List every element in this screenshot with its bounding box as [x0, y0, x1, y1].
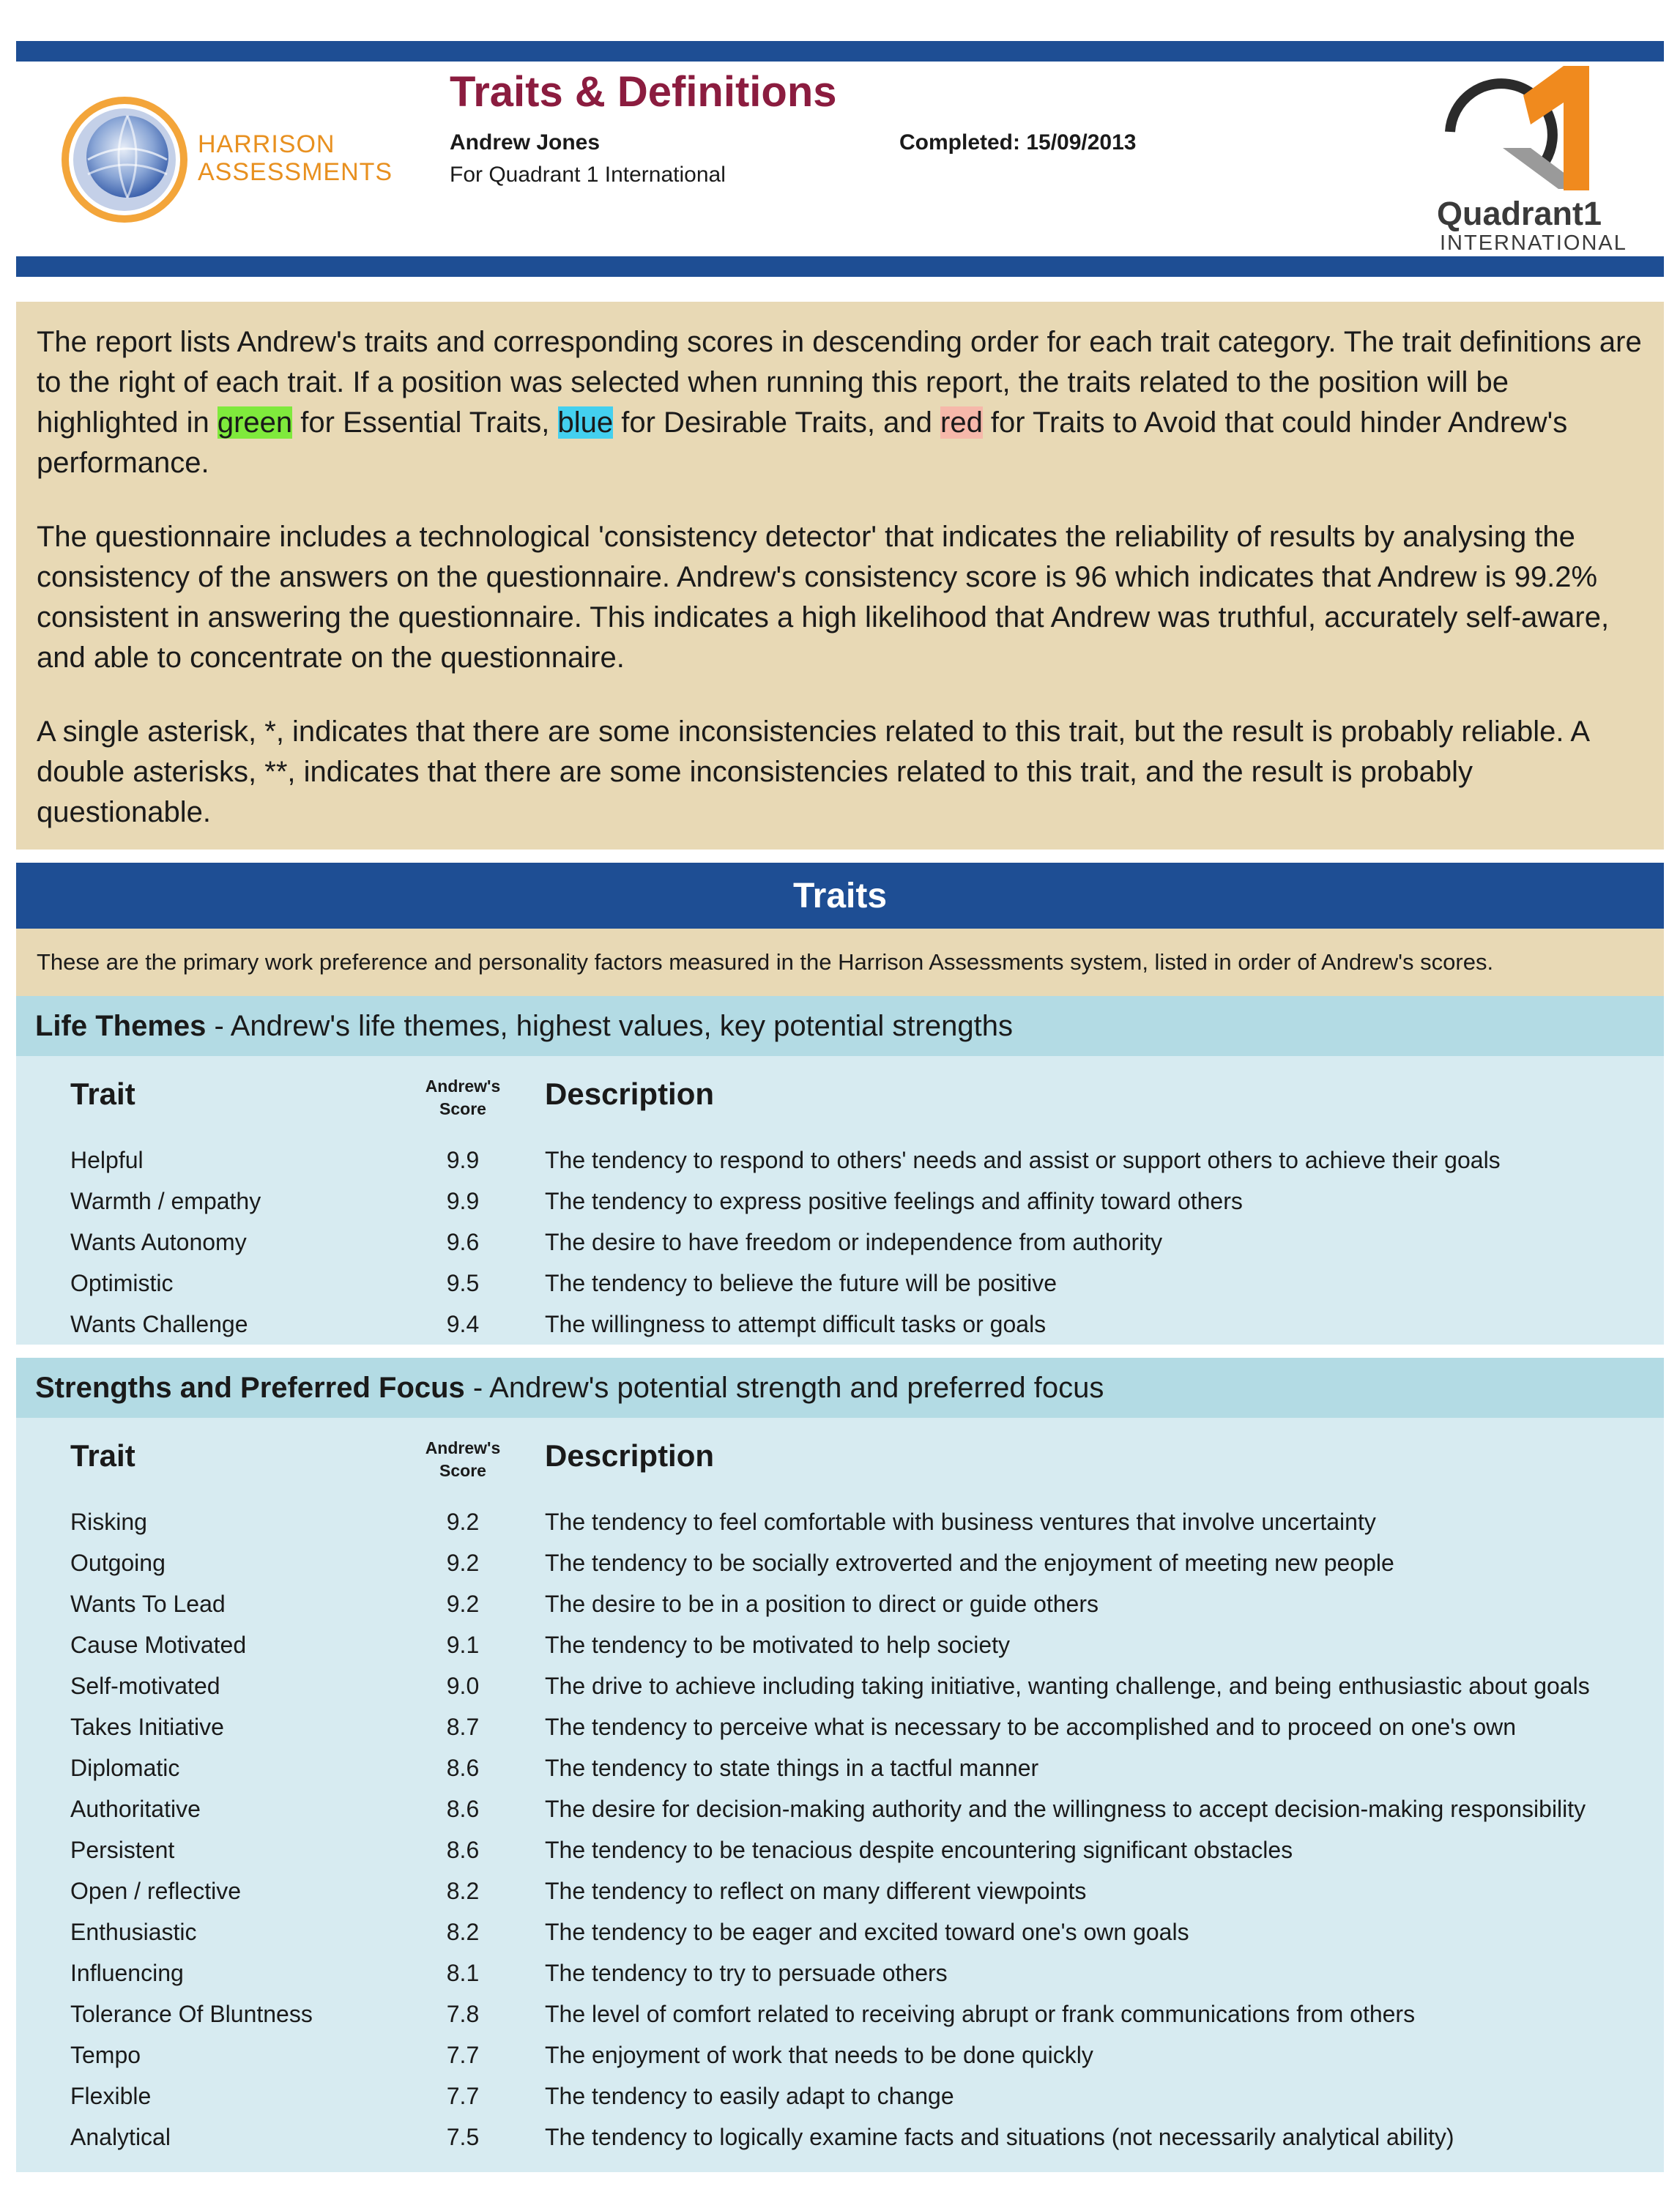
trait-row: [16, 1829, 1664, 1870]
trait-description: The tendency to perceive what is necessary to be accomplished and to proceed on one's own: [545, 1714, 1517, 1740]
trait-score: 9.2: [446, 1509, 480, 1535]
trait-row: [16, 1952, 1664, 1993]
trait-row: [16, 1140, 1664, 1181]
red-highlight: red: [940, 406, 983, 439]
candidate-name: Andrew Jones: [450, 130, 601, 155]
trait-row: [16, 2034, 1664, 2075]
traits-section-title: Traits: [16, 863, 1664, 929]
trait-name: Wants Challenge: [70, 1311, 248, 1337]
trait-name: Warmth / empathy: [70, 1188, 261, 1214]
trait-name: Cause Motivated: [70, 1632, 247, 1658]
trait-name: Analytical: [70, 2124, 171, 2150]
trait-description: The drive to achieve including taking initiative, wanting challenge, and being enthusiastic about goals: [545, 1673, 1590, 1699]
trait-row: [16, 1993, 1664, 2034]
trait-score: 9.9: [446, 1147, 480, 1173]
trait-score: 8.7: [446, 1714, 480, 1740]
trait-description: The tendency to be tenacious despite encountering significant obstacles: [545, 1837, 1293, 1863]
trait-name: Open / reflective: [70, 1878, 241, 1904]
trait-description: The tendency to state things in a tactful manner: [545, 1755, 1039, 1781]
trait-name: Self-motivated: [70, 1673, 220, 1699]
trait-row: [16, 1181, 1664, 1222]
trait-name: Wants Autonomy: [70, 1229, 247, 1255]
harrison-assessments-logo: HARRISON ASSESSMENTS: [59, 94, 381, 226]
intro-paragraph-1: The report lists Andrew's traits and corresponding scores in descending order for each trait category. The trait definitions are to the right of each trait. If a position was selected when running this report, the traits related to the position will be highlighted in green for Essential Traits, blue for Desirable Traits, and red for Traits to Avoid that could hinder Andrew's performance.: [37, 326, 1642, 479]
intro-paragraph-2: The questionnaire includes a technological 'consistency detector' that indicates the reliability of results by analysing the consistency of the answers on the questionnaire. Andrew's consistency score is 96 which indicates that Andrew is 99.2% consistent in answering the questionnaire. This indicates a high likelihood that Andrew was truthful, accurately self-aware, and able to concentrate on the questionnaire.: [37, 521, 1610, 674]
trait-description: The tendency to reflect on many different viewpoints: [545, 1878, 1087, 1904]
trait-row: [16, 1665, 1664, 1706]
column-header-description: Description: [545, 1077, 715, 1111]
trait-name: Influencing: [70, 1960, 184, 1986]
trait-description: The enjoyment of work that needs to be done quickly: [545, 2042, 1093, 2068]
quadrant1-logo-name: Quadrant1: [1437, 195, 1602, 232]
trait-row: [16, 1706, 1664, 1747]
trait-score: 7.7: [446, 2042, 480, 2068]
intro-paragraph-3: A single asterisk, *, indicates that there are some inconsistencies related to this trait, but the result is probably reliable. A double asterisks, **, indicates that there are some inconsistencies related to this trait, and the result is probably questionable.: [37, 716, 1588, 828]
trait-score: 9.6: [446, 1229, 480, 1255]
trait-name: Persistent: [70, 1837, 175, 1863]
blue-highlight: blue: [557, 406, 614, 439]
trait-row: [16, 1222, 1664, 1263]
trait-row: [16, 1263, 1664, 1304]
strengths-header: Strengths and Preferred Focus - Andrew's potential strength and preferred focus: [16, 1358, 1664, 1418]
trait-name: Optimistic: [70, 1270, 174, 1296]
header-bottom-bar: [16, 256, 1664, 277]
trait-row: [16, 2075, 1664, 2116]
life-themes-header: Life Themes - Andrew's life themes, highest values, key potential strengths: [16, 996, 1664, 1056]
completed-date: Completed: 15/09/2013: [899, 130, 1137, 155]
header-top-bar: [16, 41, 1664, 62]
trait-name: Tempo: [70, 2042, 141, 2068]
traits-section-note: These are the primary work preference and personality factors measured in the Harrison Assessments system, listed in order of Andrew's scores.: [16, 929, 1664, 996]
trait-name: Authoritative: [70, 1796, 201, 1822]
trait-score: 8.2: [446, 1878, 480, 1904]
trait-score: 9.5: [446, 1270, 480, 1296]
trait-description: The tendency to be socially extroverted and the enjoyment of meeting new people: [545, 1550, 1394, 1576]
trait-description: The tendency to easily adapt to change: [545, 2083, 954, 2109]
trait-description: The tendency to believe the future will be positive: [545, 1270, 1058, 1296]
intro-panel: [16, 302, 1664, 850]
trait-row: [16, 1304, 1664, 1345]
strengths-table: [16, 1418, 1664, 2172]
trait-name: Enthusiastic: [70, 1919, 197, 1945]
trait-score: 7.8: [446, 2001, 480, 2027]
quadrant1-logo-intl: INTERNATIONAL: [1440, 231, 1627, 255]
trait-row: [16, 1501, 1664, 1542]
trait-description: The desire for decision-making authority and the willingness to accept decision-making responsibility: [545, 1796, 1586, 1822]
column-header-trait: Trait: [70, 1077, 135, 1111]
trait-description: The level of comfort related to receiving abrupt or frank communications from others: [545, 2001, 1416, 2027]
trait-row: [16, 1583, 1664, 1624]
trait-name: Flexible: [70, 2083, 152, 2109]
trait-name: Takes Initiative: [70, 1714, 224, 1740]
trait-score: 9.4: [446, 1311, 480, 1337]
column-header-trait: Trait: [70, 1438, 135, 1473]
globe-icon: [59, 94, 190, 226]
column-header-score: Andrew's Score: [425, 1077, 501, 1118]
trait-description: The tendency to try to persuade others: [545, 1960, 948, 1986]
trait-score: 8.1: [446, 1960, 480, 1986]
trait-name: Risking: [70, 1509, 147, 1535]
trait-description: The desire to have freedom or independence from authority: [545, 1229, 1163, 1255]
trait-score: 7.5: [446, 2124, 480, 2150]
trait-row: [16, 1870, 1664, 1911]
page-title: Traits & Definitions: [450, 68, 837, 116]
trait-description: The tendency to be motivated to help society: [545, 1632, 1011, 1658]
column-header-description: Description: [545, 1438, 715, 1473]
trait-description: The willingness to attempt difficult tasks or goals: [545, 1311, 1047, 1337]
for-company: For Quadrant 1 International: [450, 163, 726, 187]
trait-score: 8.6: [446, 1755, 480, 1781]
trait-row: [16, 1911, 1664, 1952]
trait-score: 8.2: [446, 1919, 480, 1945]
trait-name: Helpful: [70, 1147, 144, 1173]
trait-row: [16, 2116, 1664, 2158]
trait-name: Outgoing: [70, 1550, 166, 1576]
trait-score: 7.7: [446, 2083, 480, 2109]
trait-name: Tolerance Of Bluntness: [70, 2001, 313, 2027]
trait-score: 9.2: [446, 1550, 480, 1576]
trait-score: 8.6: [446, 1796, 480, 1822]
trait-name: Wants To Lead: [70, 1591, 226, 1617]
column-header-score: Andrew's Score: [425, 1438, 501, 1480]
trait-score: 9.9: [446, 1188, 480, 1214]
trait-row: [16, 1624, 1664, 1665]
trait-description: The tendency to feel comfortable with business ventures that involve uncertainty: [545, 1509, 1376, 1535]
trait-description: The tendency to express positive feelings and affinity toward others: [545, 1188, 1243, 1214]
quadrant1-mark-icon: [1435, 66, 1626, 198]
trait-description: The tendency to be eager and excited toward one's own goals: [545, 1919, 1189, 1945]
trait-row: [16, 1747, 1664, 1788]
trait-row: [16, 1542, 1664, 1583]
trait-description: The desire to be in a position to direct or guide others: [545, 1591, 1099, 1617]
green-highlight: green: [217, 406, 293, 439]
trait-score: 9.1: [446, 1632, 480, 1658]
trait-score: 9.2: [446, 1591, 480, 1617]
trait-name: Diplomatic: [70, 1755, 180, 1781]
trait-score: 9.0: [446, 1673, 480, 1699]
life-themes-table: [16, 1056, 1664, 1345]
trait-description: The tendency to logically examine facts and situations (not necessarily analytical ability): [545, 2124, 1454, 2150]
trait-row: [16, 1788, 1664, 1829]
trait-score: 8.6: [446, 1837, 480, 1863]
trait-description: The tendency to respond to others' needs and assist or support others to achieve their goals: [545, 1147, 1501, 1173]
